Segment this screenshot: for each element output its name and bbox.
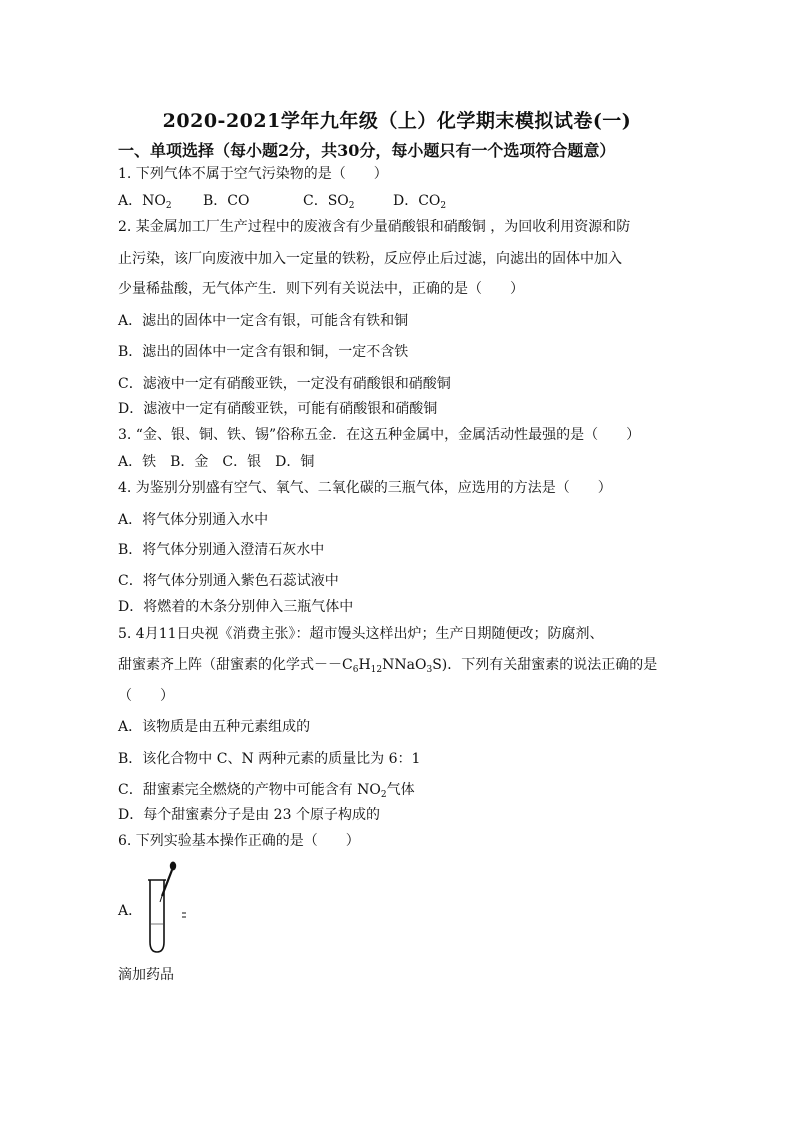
question-2-option-d: D．滤液中一定有硝酸亚铁，可能有硝酸银和硝酸铜 (118, 401, 438, 417)
question-6-option-a-label: A． (118, 903, 143, 919)
question-6-stem: 6. 下列实验基本操作正确的是（ ） (118, 833, 360, 849)
question-5-option-d: D．每个甜蜜素分子是由 23 个原子构成的 (118, 807, 380, 823)
question-2-option-c: C．滤液中一定有硝酸亚铁，一定没有硝酸银和硝酸铜 (118, 376, 451, 392)
dropper-bulb-icon (170, 862, 176, 871)
question-5-line-2: 甜蜜素齐上阵（甜蜜素的化学式$--C_6H_{12}NNaO_3S$)．下列有关甜蜜素的说法正确的是 (118, 657, 658, 675)
question-2-line-3: 少量稀盐酸，无气体产生．则下列有关说法中，正确的是（ ） (118, 281, 524, 297)
question-2-option-b: B．滤出的固体中一定含有银和铜，一定不含铁 (118, 344, 409, 360)
question-4-option-d: D．将燃着的木条分别伸入三瓶气体中 (118, 599, 354, 615)
question-3-stem: 3. “金、银、铜、铁、锡”俗称五金．在这五种金属中，金属活动性最强的是（ ） (118, 427, 641, 443)
test-tube-icon (150, 880, 164, 952)
test-tube-dropper-illustration (140, 858, 200, 958)
question-5-option-c: C．甜蜜素完全燃烧的产物中可能含有 $NO_2$气体 (118, 782, 415, 800)
option-d: D．$CO_2$ (393, 193, 447, 211)
question-5-option-a: A．该物质是由五种元素组成的 (118, 719, 311, 735)
question-1-stem: 1. 下列气体不属于空气污染物的是（ ） (118, 166, 388, 182)
question-2-option-a: A．滤出的固体中一定含有银，可能含有铁和铜 (118, 313, 409, 329)
page-title: 2020-2021学年九年级（上）化学期末模拟试卷(一) (162, 110, 632, 132)
question-5-line-1: 5. 4月11日央视《消费主张》：超市馒头这样出炉；生产日期随便改；防腐剂、 (118, 626, 604, 642)
question-4-stem: 4. 为鉴别分别盛有空气、氧气、二氧化碳的三瓶气体，应选用的方法是（ ） (118, 480, 612, 496)
question-2-line-2: 止污染，该厂向废液中加入一定量的铁粉，反应停止后过滤，向滤出的固体中加入 (118, 251, 622, 267)
question-5-option-b: B．该化合物中 C、N 两种元素的质量比为 6：1 (118, 751, 421, 767)
question-1-options (118, 191, 446, 211)
question-4-option-c: C．将气体分别通入紫色石蕊试液中 (118, 573, 339, 589)
question-5-line-3: （ ） (118, 688, 174, 704)
option-b: B．CO (203, 193, 250, 209)
section-heading: 一、单项选择（每小题2分，共30分，每小题只有一个选项符合题意） (118, 141, 616, 160)
option-a: A．$NO_2$ (118, 193, 172, 211)
question-6-option-a-caption: 滴加药品 (118, 967, 174, 983)
question-3-options: A．铁 B．金 C．银 D．铜 (118, 454, 315, 470)
question-2-line-1: 2. 某金属加工厂生产过程中的废液含有少量硝酸银和硝酸铜 ，为回收利用资源和防 (118, 219, 631, 235)
question-4-option-b: B．将气体分别通入澄清石灰水中 (118, 542, 325, 558)
dropper-tip-icon (160, 896, 162, 902)
question-4-option-a: A．将气体分别通入水中 (118, 512, 269, 528)
option-c: C．$SO_2$ (303, 193, 355, 211)
